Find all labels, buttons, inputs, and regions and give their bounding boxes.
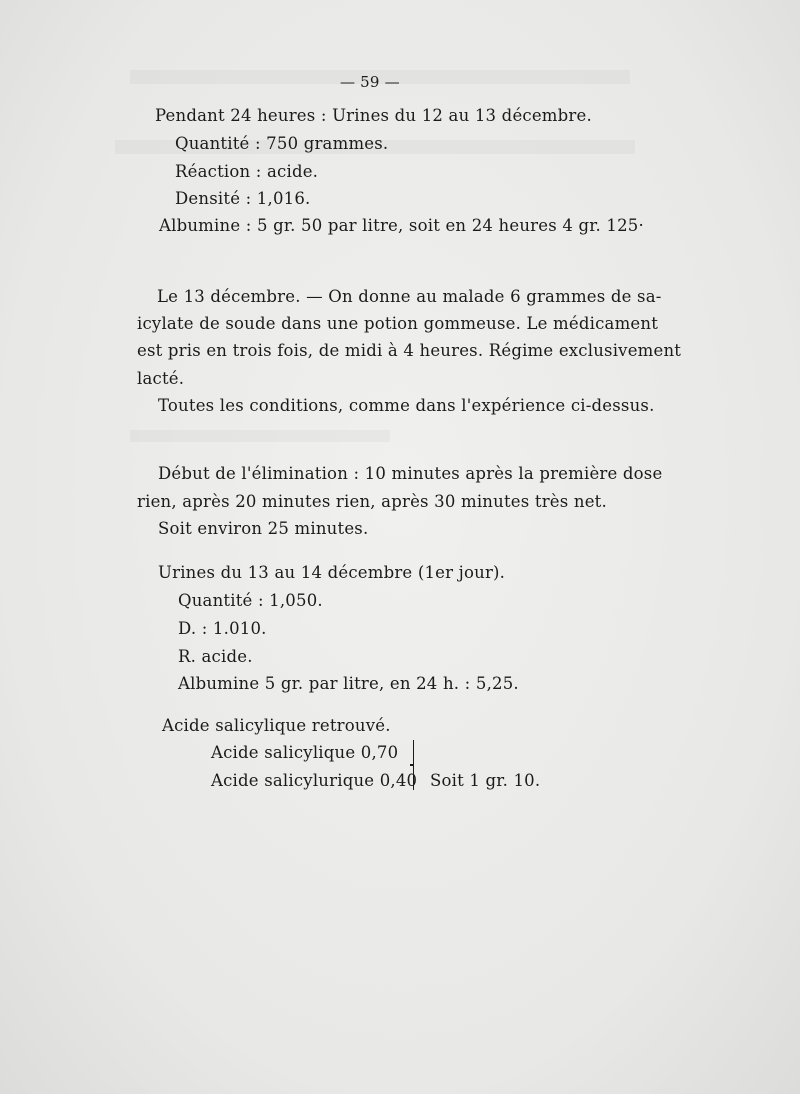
text-line: rien, après 20 minutes rien, après 30 minutes très net.: [137, 492, 607, 511]
text-line: icylate de soude dans une potion gommeuse. Le médicament: [137, 314, 659, 333]
show-through-shadow: [130, 430, 390, 442]
text-line: Densité : 1,016.: [175, 189, 311, 208]
text-line: D. : 1.010.: [178, 619, 267, 638]
text-line: est pris en trois fois, de midi à 4 heures. Régime exclusivement: [137, 341, 682, 360]
text-line: Pendant 24 heures : Urines du 12 au 13 décembre.: [155, 106, 592, 125]
text-line: Acide salicylique retrouvé.: [162, 716, 391, 735]
text-line: Quantité : 750 grammes.: [175, 134, 389, 153]
text-line: Soit 1 gr. 10.: [430, 771, 541, 790]
text-line: Réaction : acide.: [175, 162, 319, 181]
text-line: Urines du 13 au 14 décembre (1er jour).: [158, 563, 506, 582]
text-line: Quantité : 1,050.: [178, 591, 323, 610]
text-line: Albumine : 5 gr. 50 par litre, soit en 24 heures 4 gr. 125·: [159, 216, 644, 235]
page-number: — 59 —: [340, 73, 400, 91]
text-line: R. acide.: [178, 647, 253, 666]
text-line: Acide salicylique 0,70: [211, 743, 399, 762]
text-line: Toutes les conditions, comme dans l'expérience ci-dessus.: [158, 396, 655, 415]
text-line: Le 13 décembre. — On donne au malade 6 grammes de sa-: [157, 287, 662, 306]
text-line: lacté.: [137, 369, 185, 388]
text-line: Acide salicylurique 0,40: [211, 771, 418, 790]
text-line: Albumine 5 gr. par litre, en 24 h. : 5,25.: [178, 674, 519, 693]
text-line: Soit environ 25 minutes.: [158, 519, 369, 538]
curly-brace: [413, 740, 422, 790]
text-line: Début de l'élimination : 10 minutes après la première dose: [158, 464, 663, 483]
